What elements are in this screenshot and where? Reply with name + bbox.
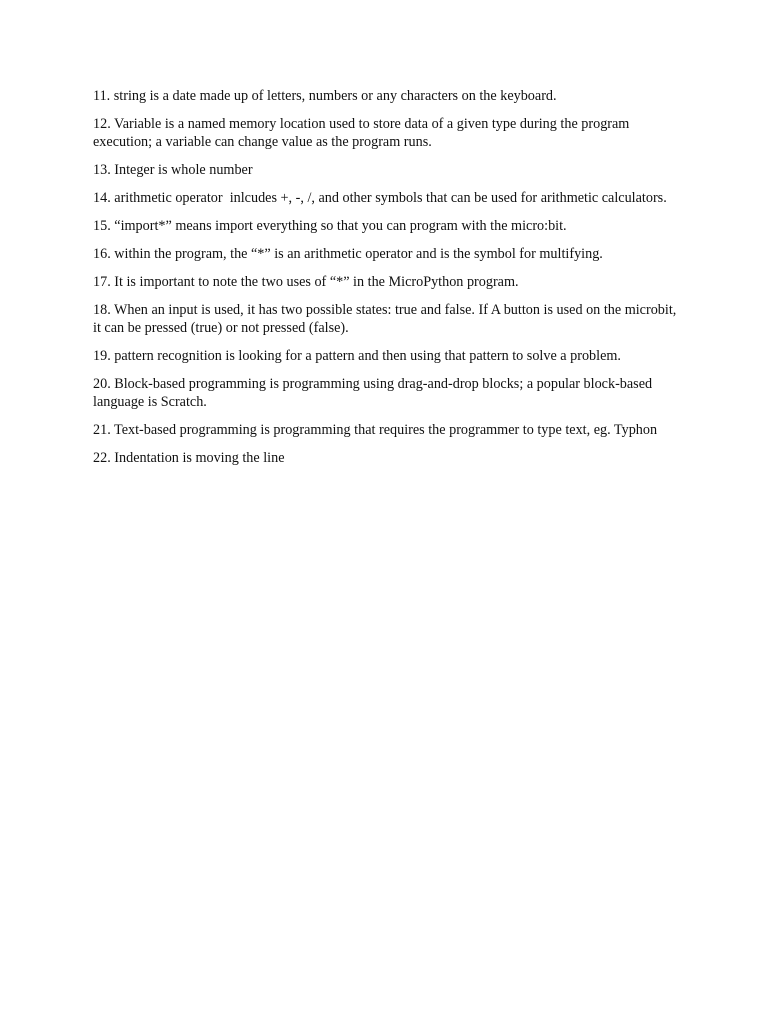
paragraph-12: 12. Variable is a named memory location used to store data of a given type during the program execution; a variable can change value as the program runs.	[93, 116, 633, 150]
paragraph-11: 11. string is a date made up of letters, numbers or any characters on the keyboard.	[93, 88, 557, 104]
paragraph-19: 19. pattern recognition is looking for a pattern and then using that pattern to solve a problem.	[93, 348, 621, 364]
paragraph-14: 14. arithmetic operator inlcudes +, -, /, and other symbols that can be used for arithmetic calculators.	[93, 190, 667, 206]
document-body	[93, 87, 683, 477]
paragraph-18: 18. When an input is used, it has two possible states: true and false. If A button is used on the microbit, it can be pressed (true) or not pressed (false).	[93, 302, 680, 336]
paragraph-22: 22. Indentation is moving the line	[93, 450, 285, 466]
paragraph-17: 17. It is important to note the two uses of “*” in the MicroPython program.	[93, 274, 519, 290]
paragraph-16: 16. within the program, the “*” is an arithmetic operator and is the symbol for multifying.	[93, 246, 603, 262]
paragraph-15: 15. “import*” means import everything so that you can program with the micro:bit.	[93, 218, 567, 234]
paragraph-20: 20. Block-based programming is programming using drag-and-drop blocks; a popular block-based language is Scratch.	[93, 376, 656, 410]
paragraph-21: 21. Text-based programming is programming that requires the programmer to type text, eg. Typhon	[93, 422, 658, 438]
paragraph-13: 13. Integer is whole number	[93, 162, 253, 178]
